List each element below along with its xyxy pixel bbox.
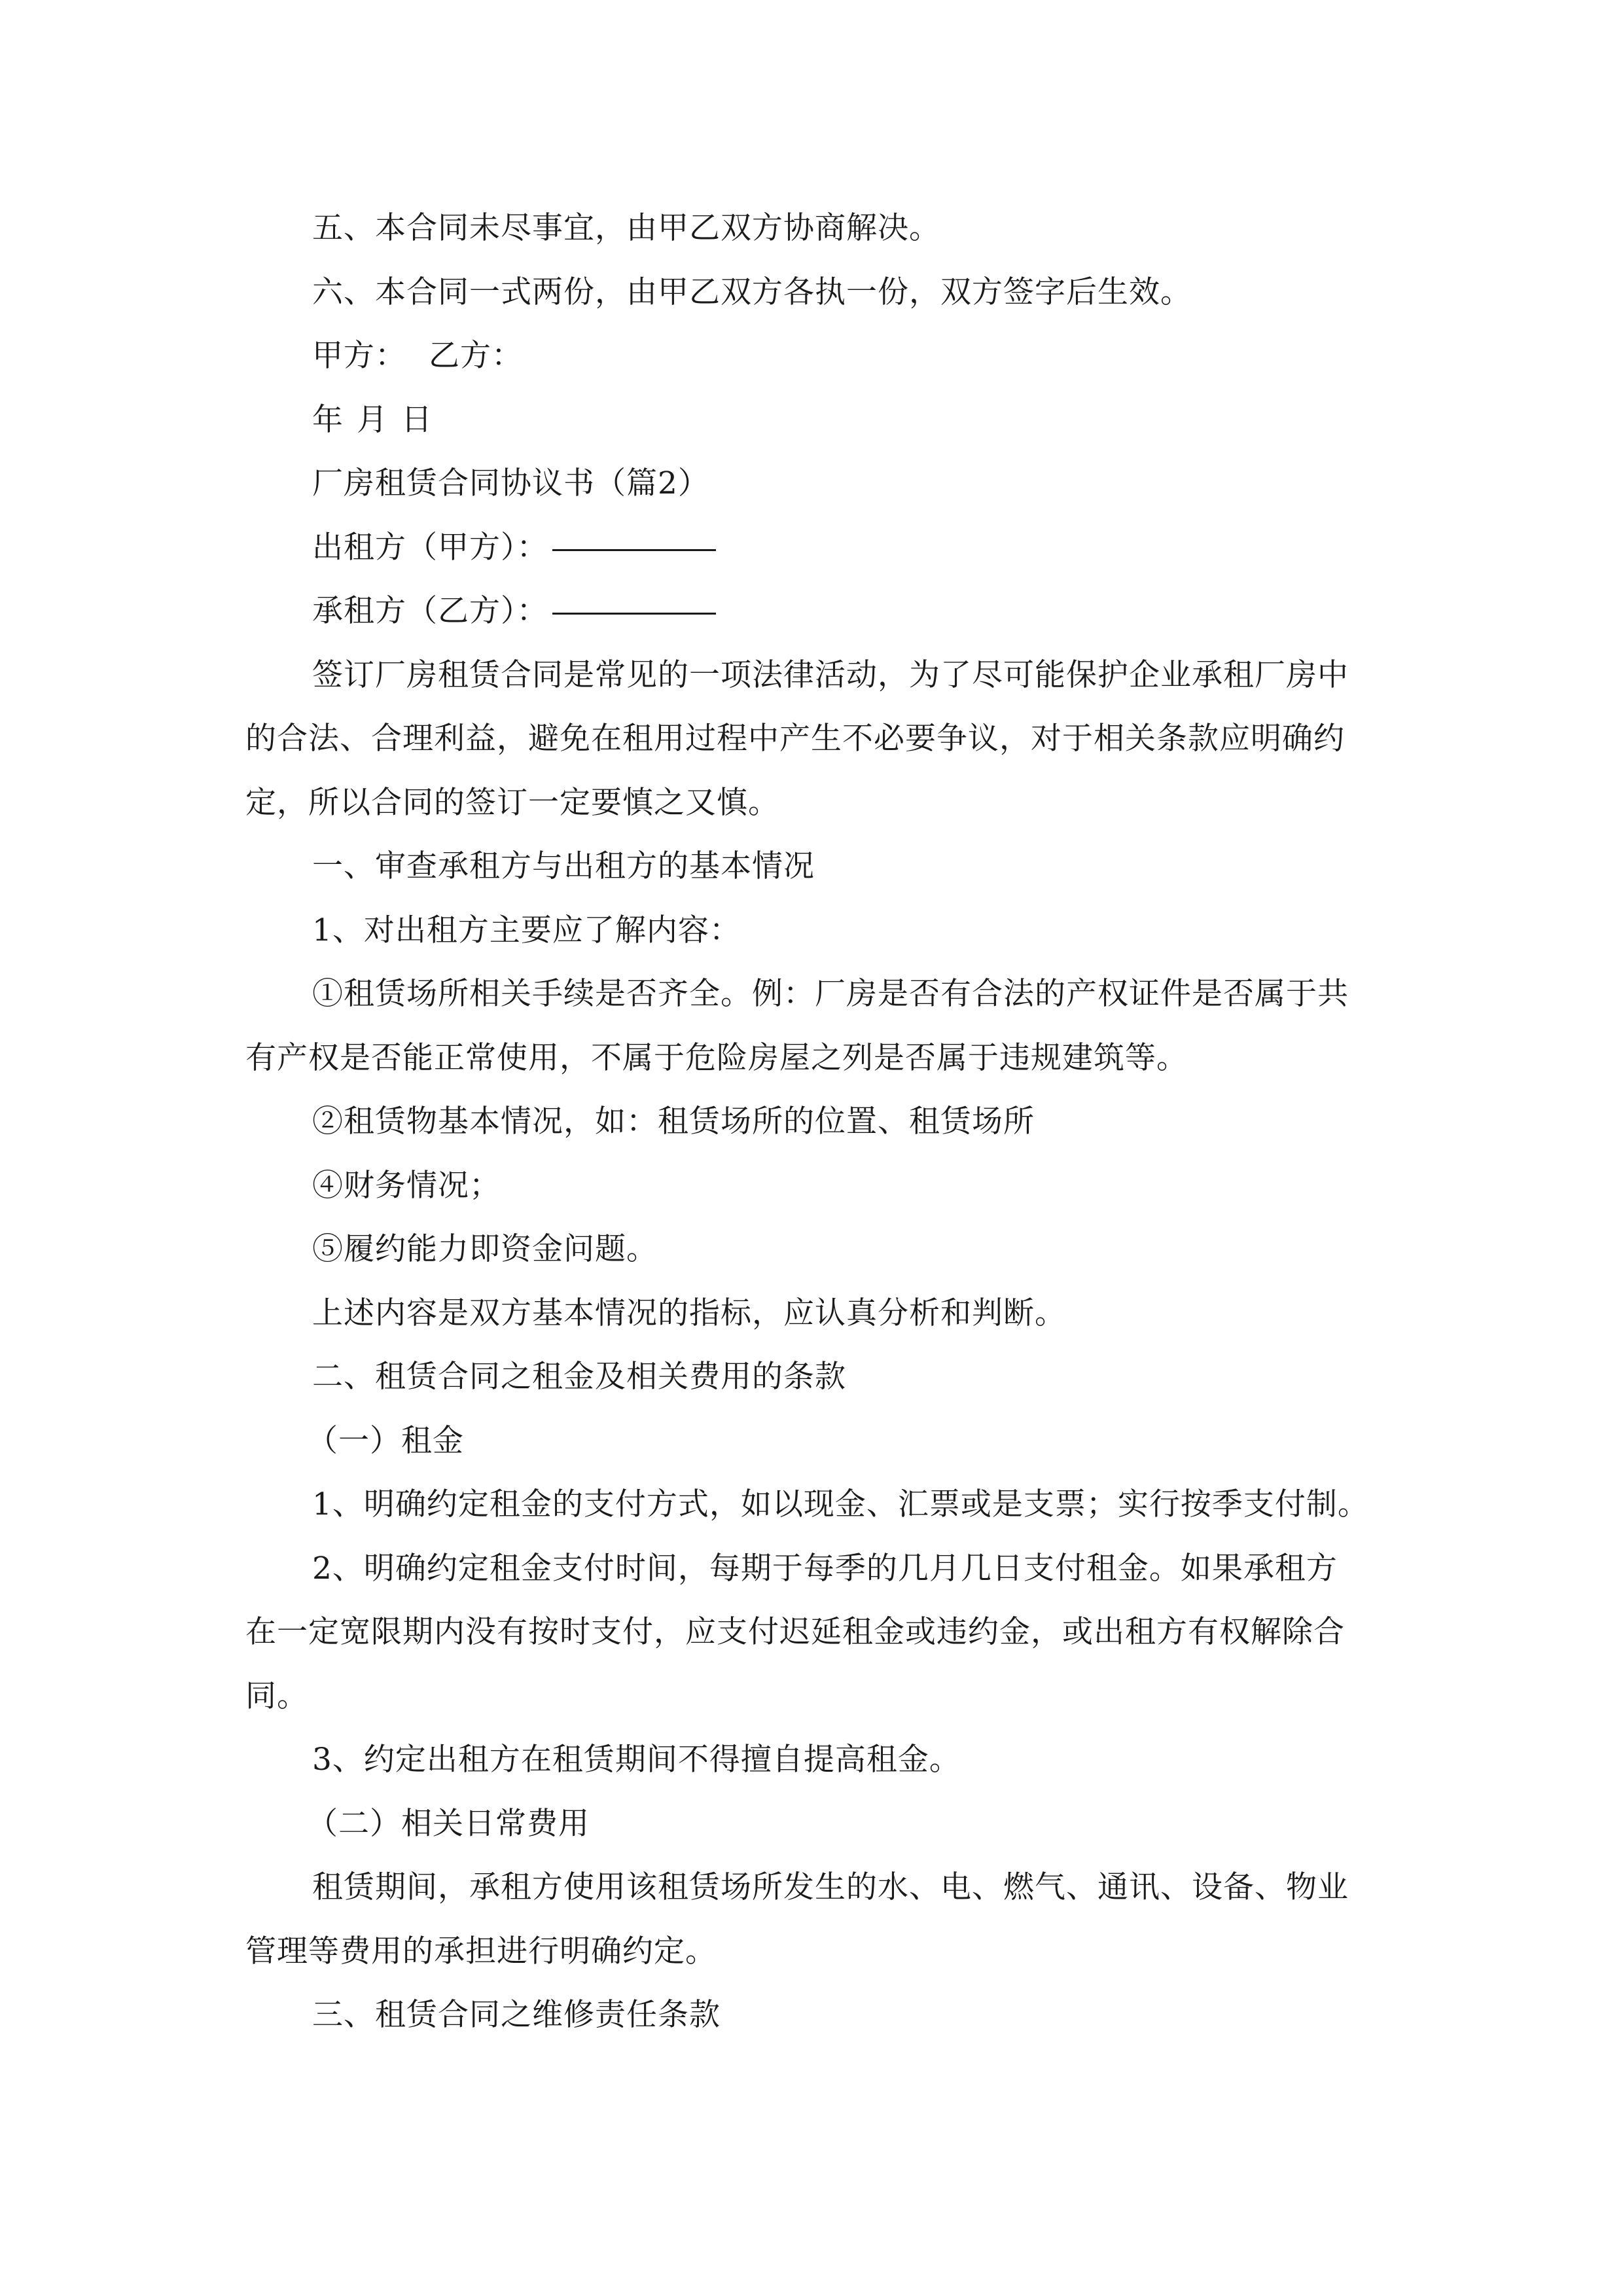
- heading-3: 三、租赁合同之维修责任条款: [312, 1997, 721, 2033]
- date-line: [245, 388, 1381, 452]
- intro-paragraph-line-2: 的合法、合理利益，避免在租用过程中产生不必要争议，对于相关条款应明确约: [245, 721, 1345, 757]
- item-1: 1、对出租方主要应了解内容：: [312, 912, 741, 948]
- rent-item-2-line-1: 2、明确约定租金支付时间，每期于每季的几月几日支付租金。如果承租方: [312, 1550, 1338, 1587]
- intro-paragraph-line-1: 签订厂房租赁合同是常见的一项法律活动，为了尽可能保护企业承租厂房中: [312, 656, 1349, 693]
- heading-1: 一、审查承租方与出租方的基本情况: [312, 848, 815, 884]
- intro-paragraph-line-3: 定，所以合同的签订一定要慎之又慎。: [245, 784, 779, 821]
- heading-2: 二、租赁合同之租金及相关费用的条款: [312, 1359, 846, 1395]
- item-circle-2: ②租赁物基本情况，如：租赁场所的位置、租赁场所: [312, 1103, 1035, 1139]
- document-body: [245, 196, 1381, 2047]
- date-month-label: 月: [357, 401, 388, 438]
- party-b-label: 乙方：: [429, 338, 523, 374]
- fees-paragraph-line-1: 租赁期间，承租方使用该租赁场所发生的水、电、燃气、通讯、设备、物业: [312, 1869, 1349, 1905]
- subheading-daily-fees: （二）相关日常费用: [307, 1805, 590, 1842]
- lessor-line: [245, 516, 1381, 580]
- rent-item-2-line-2: 在一定宽限期内没有按时支付，应支付迟延租金或违约金，或出租方有权解除合: [245, 1614, 1345, 1650]
- clause-5: 五、本合同未尽事宜，由甲乙双方协商解决。: [312, 210, 940, 246]
- item-circle-1-line-2: 有产权是否能正常使用，不属于危险房屋之列是否属于违规建筑等。: [245, 1039, 1188, 1076]
- item-circle-4: ④财务情况；: [312, 1167, 501, 1204]
- lessor-label: 出租方（甲方）：: [312, 529, 548, 565]
- date-year-label: 年: [312, 401, 344, 438]
- rent-item-1: 1、明确约定租金的支付方式，如以现金、汇票或是支票；实行按季支付制。: [312, 1486, 1369, 1522]
- party-a-label: 甲方：: [312, 338, 406, 374]
- item-circle-1-line-1: ①租赁场所相关手续是否齐全。例：厂房是否有合法的产权证件是否属于共: [312, 976, 1349, 1012]
- rent-item-2-line-3: 同。: [245, 1677, 308, 1714]
- clause-6: 六、本合同一式两份，由甲乙双方各执一份，双方签字后生效。: [312, 274, 1192, 310]
- lessee-label: 承租方（乙方）：: [312, 593, 548, 629]
- lessee-blank: [552, 613, 716, 615]
- date-day-label: 日: [401, 401, 433, 438]
- section-title: 厂房租赁合同协议书（篇2）: [312, 465, 709, 501]
- subheading-rent: （一）租金: [307, 1422, 464, 1459]
- summary-line: 上述内容是双方基本情况的指标，应认真分析和判断。: [312, 1295, 1066, 1331]
- lessee-line: [245, 579, 1381, 643]
- signature-line: [245, 324, 1381, 388]
- rent-item-3: 3、约定出租方在租赁期间不得擅自提高租金。: [312, 1742, 961, 1778]
- fees-paragraph-line-2: 管理等费用的承担进行明确约定。: [245, 1933, 717, 1969]
- lessor-blank: [552, 549, 716, 551]
- item-circle-5: ⑤履约能力即资金问题。: [312, 1231, 658, 1267]
